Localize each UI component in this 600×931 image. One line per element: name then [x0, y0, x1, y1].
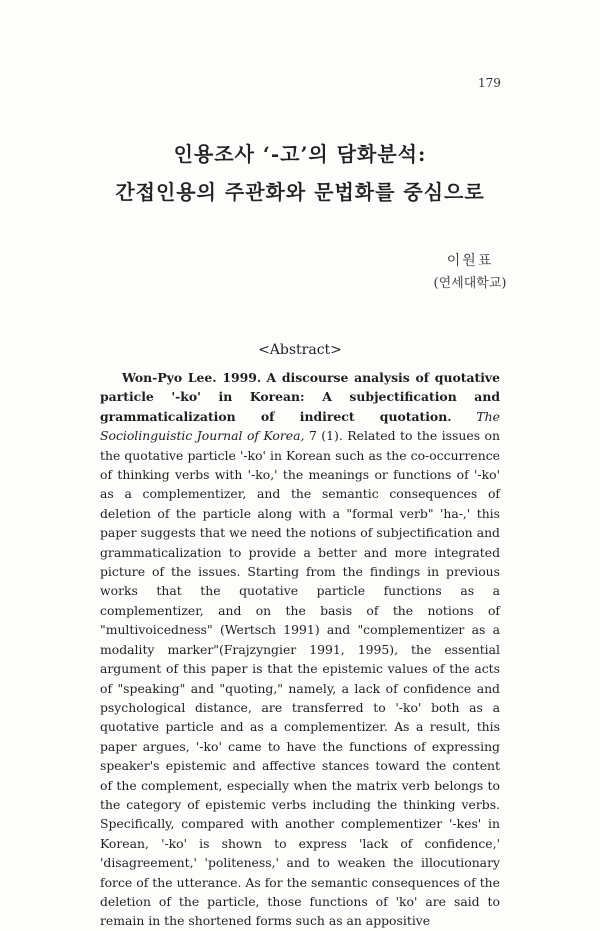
abstract-text: Related to the issues on the quotative particle '-ko' in Korean such as the co-occurrence of thinking verbs with '-ko,' the meanings or functions of '-ko' as a complementizer, and the semantic consequences of deletion of the particle along with a "formal verb" 'ha-,' this paper suggests that we need the notions of subjectification and grammaticalization to provide a better and more integrated picture of the issues. Starting from the findings in previous works that the quotative particle functions as a complementizer, and on the basis of the notions of "multivoicedness" (Wertsch 1991) and "complementizer as a modality marker"(Frajzyngier 1991, 1995), the essential argument of this paper is that the epistemic values of the acts of "speaking" and "quoting," namely, a lack of confidence and psychological distance, are transferred to '-ko' both as a quotative particle and as a complementizer. As a result, this paper argues, '-ko' came to have the functions of expressing speaker's epistemic and affective stances toward the content of the complement, especially when the matrix verb belongs to the category of epistemic verbs including the thinking verbs. Specifically, compared with another complementizer '-kes' in Korean, '-ko' is shown to express 'lack of confidence,' 'disagreement,' 'politeness,' and to weaken the illocutionary force of the utterance. As for the semantic consequences of the deletion of the particle, those functions of 'ko' are said to remain in the shortened forms such as an appositive: [100, 428, 500, 929]
citation-author-year: Won-Pyo Lee. 1999.: [122, 370, 262, 385]
abstract-heading: <Abstract>: [258, 342, 342, 358]
citation-volume: 7 (1).: [308, 428, 343, 444]
citation-journal: The Sociolinguistic Journal of Korea,: [100, 408, 500, 444]
author-name: 이원표: [446, 253, 494, 269]
page-number: 179: [478, 76, 501, 90]
paper-title-line-1: 인용조사 ‘-고’의 담화분석:: [173, 142, 427, 166]
author-affiliation: (연세대학교): [433, 276, 507, 291]
paper-subtitle-line-2: 간접인용의 주관화와 문법화를 중심으로: [115, 180, 485, 204]
citation-title: A discourse analysis of quotative particle '-ko' in Korean: A subjectification and grammaticalization of indirect quotation.: [100, 370, 500, 424]
abstract-paragraph: [100, 368, 500, 931]
abstract-body: [100, 368, 500, 931]
